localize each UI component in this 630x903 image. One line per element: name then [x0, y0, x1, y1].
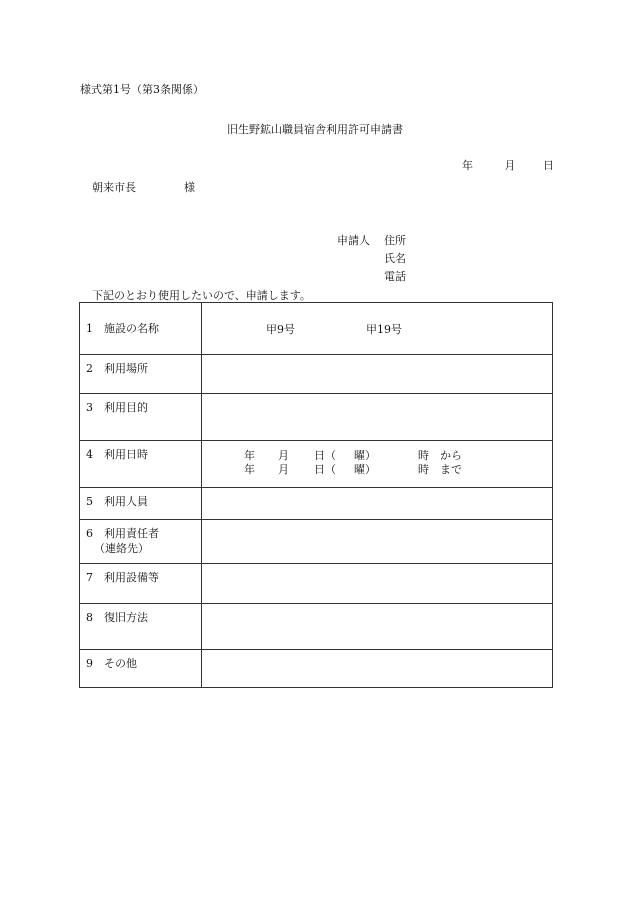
date-year-label: 年	[462, 159, 473, 172]
location-label: 利用場所	[104, 362, 148, 375]
row-label-equipment: 7 利用設備等	[80, 564, 202, 604]
equipment-label: 利用設備等	[104, 571, 159, 584]
table-row	[80, 303, 553, 355]
row-label-people: 5 利用人員	[80, 488, 202, 520]
other-field[interactable]	[202, 650, 553, 688]
table-row	[80, 355, 553, 394]
location-field[interactable]	[202, 355, 553, 394]
row-label-responsible: 6 利用責任者 （連絡先）	[80, 520, 202, 564]
address-label: 住所	[384, 234, 406, 247]
row-label-other: 9 その他	[80, 650, 202, 688]
datetime-label: 利用日時	[104, 448, 148, 461]
responsible-sub-label: （連絡先）	[94, 542, 149, 555]
table-row	[80, 520, 553, 564]
name-label: 氏名	[384, 252, 406, 265]
purpose-label: 利用目的	[104, 401, 148, 414]
responsible-field[interactable]	[202, 520, 553, 564]
date-line	[462, 157, 554, 173]
equipment-field[interactable]	[202, 564, 553, 604]
table-row	[80, 564, 553, 604]
row-label-location: 2 利用場所	[80, 355, 202, 394]
restoration-field[interactable]	[202, 604, 553, 650]
table-row	[80, 488, 553, 520]
row-label-datetime: 4 利用日時	[80, 441, 202, 488]
other-label: その他	[104, 657, 137, 670]
table-row	[80, 650, 553, 688]
document-title: 旧生野鉱山職員宿舎利用許可申請書	[227, 123, 403, 136]
facility-label: 施設の名称	[104, 322, 159, 335]
facility-value[interactable]	[202, 303, 553, 355]
application-table	[79, 302, 553, 688]
phone-label: 電話	[384, 270, 406, 283]
people-label: 利用人員	[104, 495, 148, 508]
purpose-field[interactable]	[202, 394, 553, 441]
row-label-restoration: 8 復旧方法	[80, 604, 202, 650]
row-label-facility: 1 施設の名称	[80, 303, 202, 355]
facility-option-1[interactable]: 甲9号	[266, 323, 295, 336]
recipient-line	[92, 179, 195, 195]
recipient-honorific: 様	[184, 181, 195, 194]
row-label-purpose: 3 利用目的	[80, 394, 202, 441]
facility-option-2[interactable]: 甲19号	[366, 323, 402, 336]
datetime-field[interactable]: 年 月 日（ 曜） 時 から 年 月 日（ 曜） 時 まで	[202, 441, 553, 488]
date-month-label: 月	[504, 159, 516, 172]
people-field[interactable]	[202, 488, 553, 520]
table-row	[80, 394, 553, 441]
table-row	[80, 441, 553, 488]
restoration-label: 復旧方法	[104, 611, 148, 624]
intro-text: 下記のとおり使用したいので、申請します。	[92, 289, 311, 302]
table-row	[80, 604, 553, 650]
form-number: 様式第1号（第3条関係）	[80, 83, 204, 96]
responsible-label: 利用責任者	[104, 527, 159, 540]
applicant-label: 申請人	[337, 234, 370, 247]
recipient-name: 朝来市長	[92, 181, 136, 194]
date-day-label: 日	[543, 159, 554, 172]
